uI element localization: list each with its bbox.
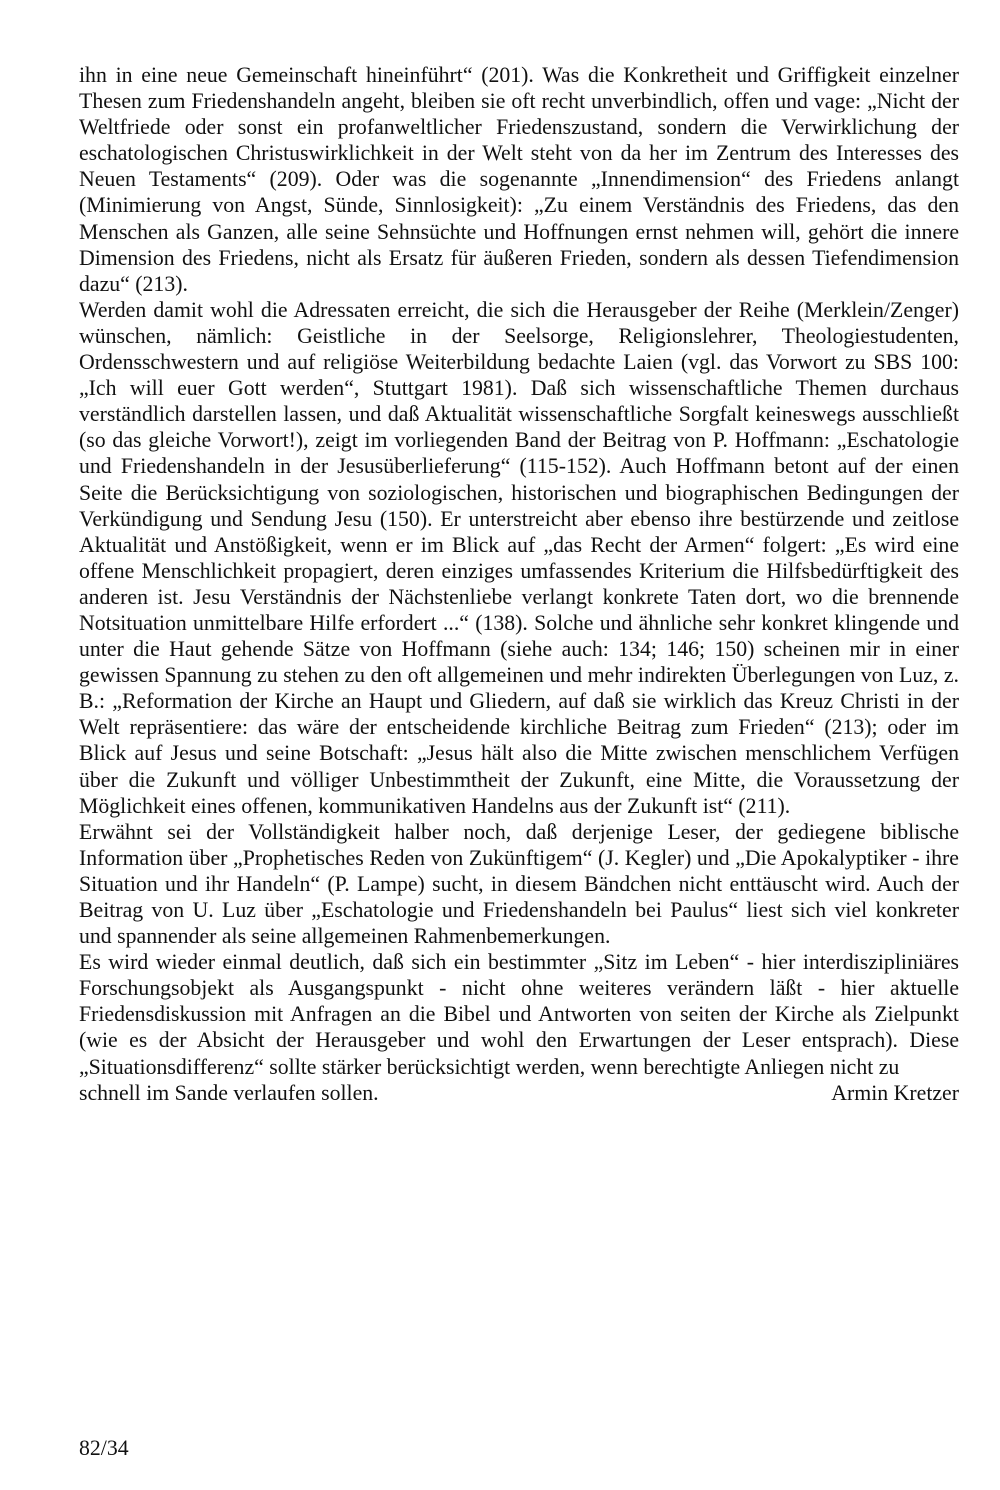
paragraph-4 [79, 949, 959, 1106]
review-text-block [79, 62, 959, 1106]
paragraph-1: ihn in eine neue Gemeinschaft hineinführt“ (201). Was die Konkretheit und Griffigkeit einzelner Thesen zum Friedenshandeln angeht, bleiben sie oft recht unverbindlich, offen und vage: „Nicht der Weltfriede oder sonst ein profanweltlicher Friedenszustand, sondern die Verwirklichung der eschatologischen Christuswirklichkeit in der Welt steht von da her im Zentrum des Interesses des Neuen Testaments“ (209). Oder was die sogenannte „Innendimension“ des Friedens anlangt (Minimierung von Angst, Sünde, Sinnlosigkeit): „Zu einem Verständnis des Friedens, das den Menschen als Ganzen, alle seine Sehnsüchte und Hoffnungen ernst nehmen will, gehört die innere Dimension des Friedens, nicht als Ersatz für äußeren Frieden, sondern als dessen Tiefendimension dazu“ (213). [79, 63, 959, 296]
closing-line [79, 1080, 959, 1106]
paragraph-2: Werden damit wohl die Adressaten erreicht, die sich die Herausgeber der Reihe (Merklein/Zenger) wünschen, nämlich: Geistliche in der Seelsorge, Religionslehrer, Theologiestudenten, Ordensschwestern und auf religiöse Weiterbildung bedachte Laien (vgl. das Vorwort zu SBS 100: „Ich will euer Gott werden“, Stuttgart 1981). Daß sich wissenschaftliche Themen durchaus verständlich darstellen lassen, und daß Aktualität wissenschaftliche Sorgfalt keineswegs ausschließt (so das gleiche Vorwort!), zeigt im vorliegenden Band der Beitrag von P. Hoffmann: „Eschatologie und Friedenshandeln in der Jesusüberlieferung“ (115-152). Auch Hoffmann betont auf der einen Seite die Berücksichtigung von soziologischen, historischen und biographischen Bedingungen der Verkündigung und Sendung Jesu (150). Er unterstreicht aber ebenso ihre bestürzende und zeitlose Aktualität und Anstößigkeit, wenn er im Blick auf „das Recht der Armen“ folgert: „Es wird eine offene Menschlichkeit propagiert, deren einziges umfassendes Kriterium die Hilfsbedürftigkeit des anderen ist. Jesu Verständnis der Nächstenliebe verlangt konkrete Taten dort, wo die brennende Notsituation unmittelbare Hilfe erfordert ...“ (138). Solche und ähnliche sehr konkret klingende und unter die Haut gehende Sätze von Hoffmann (siehe auch: 134; 146; 150) scheinen mir in einer gewissen Spannung zu stehen zu den oft allgemeinen und mehr indirekten Überlegungen von Luz, z. B.: „Reformation der Kirche an Haupt und Gliedern, auf daß sie wirklich das Kreuz Christi in der Welt repräsentiere: das wäre der entscheidende kirchliche Beitrag zum Frieden“ (213); oder im Blick auf Jesus und seine Botschaft: „Jesus hält also die Mitte zwischen menschlichem Verfügen über die Zukunft und völliger Unbestimmtheit der Zukunft, eine Mitte, die Voraussetzung der Möglichkeit eines offenen, kommunikativen Handelns aus der Zukunft ist“ (211). [79, 297, 959, 818]
paragraph-4-body: Es wird wieder einmal deutlich, daß sich ein bestimmter „Sitz im Leben“ - hier interdiszipliniäres Forschungsobjekt als Ausgangspunkt - nicht ohne weiteres verändern läßt - hier aktuelle Friedensdiskussion mit Anfragen an die Bibel und Antworten von seiten der Kirche als Zielpunkt (wie es der Absicht der Herausgeber und wohl den Erwartungen der Leser entsprach). Diese „Situationsdifferenz“ sollte stärker berücksichtigt werden, wenn berechtigte Anliegen nicht zu [79, 950, 959, 1079]
page-number: 82/34 [79, 1436, 129, 1460]
paragraph-3: Erwähnt sei der Vollständigkeit halber noch, daß derjenige Leser, der gediegene biblische Information über „Prophetisches Reden von Zukünftigem“ (J. Kegler) und „Die Apokalyptiker - ihre Situation und ihr Handeln“ (P. Lampe) sucht, in diesem Bändchen nicht enttäuscht wird. Auch der Beitrag von U. Luz über „Eschatologie und Friedenshandeln bei Paulus“ liest sich viel konkreter und spannender als seine allgemeinen Rahmenbemerkungen. [79, 819, 959, 949]
author-signature: Armin Kretzer [831, 1080, 959, 1105]
paragraph-4-last-line: schnell im Sande verlaufen sollen. [79, 1080, 379, 1105]
